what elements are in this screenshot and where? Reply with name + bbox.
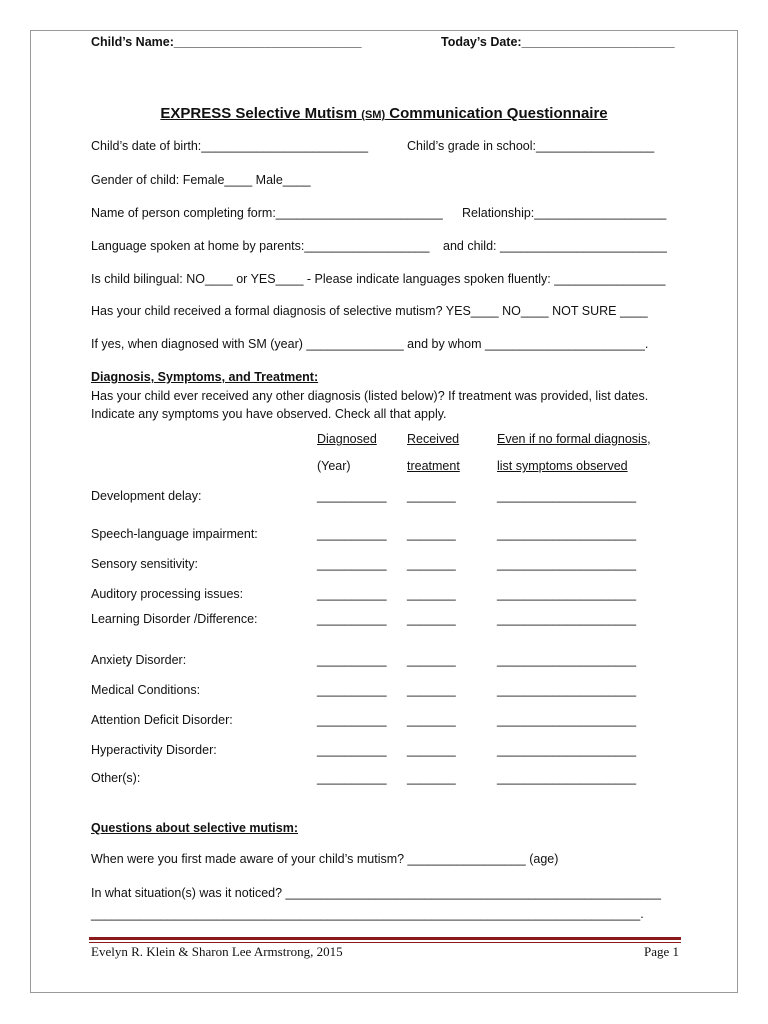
treatment-blank[interactable]: _______ xyxy=(407,612,456,626)
section-questions-heading: Questions about selective mutism: xyxy=(91,821,298,835)
person-field[interactable]: Name of person completing form:________________________ xyxy=(91,206,443,220)
diagnosed-year-blank[interactable]: __________ xyxy=(317,612,387,626)
todays-date-field[interactable]: Today’s Date:______________________ xyxy=(441,35,675,49)
diagnosis-field[interactable]: Has your child received a formal diagnosis of selective mutism? YES____ NO____ NOT SURE ____ xyxy=(91,304,648,318)
diagnosis-row-label: Speech-language impairment: xyxy=(91,527,258,541)
diagnosis-row-label: Medical Conditions: xyxy=(91,683,201,697)
dob-field[interactable]: Child’s date of birth:________________________ xyxy=(91,139,369,153)
symptoms-blank[interactable]: ____________________ xyxy=(497,713,637,727)
symptoms-blank[interactable]: ____________________ xyxy=(497,743,637,757)
title-part3: Communication Questionnaire xyxy=(385,105,608,122)
diagnosis-row-label: Auditory processing issues: xyxy=(91,587,244,601)
title-part2: (SM) xyxy=(361,109,386,121)
treatment-blank[interactable]: _______ xyxy=(407,713,456,727)
column-header-treatment: treatment xyxy=(407,459,460,473)
section-diagnosis-heading: Diagnosis, Symptoms, and Treatment: xyxy=(91,370,319,384)
treatment-blank[interactable]: _______ xyxy=(407,587,456,601)
relationship-field[interactable]: Relationship:___________________ xyxy=(462,206,667,220)
grade-field[interactable]: Child’s grade in school:_________________ xyxy=(407,139,655,153)
symptoms-blank[interactable]: ____________________ xyxy=(497,587,637,601)
title-part1: EXPRESS Selective Mutism xyxy=(160,105,362,122)
symptoms-blank[interactable]: ____________________ xyxy=(497,771,637,785)
diagnosis-row-label: Learning Disorder /Difference: xyxy=(91,612,258,626)
diagnosed-year-blank[interactable]: __________ xyxy=(317,713,387,727)
treatment-blank[interactable]: _______ xyxy=(407,489,456,503)
child-name-field[interactable]: Child’s Name:___________________________ xyxy=(91,35,362,49)
section-diagnosis-intro-1: Has your child ever received any other diagnosis (listed below)? If treatment was provided, list dates. xyxy=(91,389,649,403)
diagnosis-row-label: Sensory sensitivity: xyxy=(91,557,198,571)
diagnosed-year-blank[interactable]: __________ xyxy=(317,489,387,503)
diagnosed-year-blank[interactable]: __________ xyxy=(317,771,387,785)
footer-rule-thin xyxy=(89,942,681,943)
column-header-diagnosed: Diagnosed xyxy=(317,432,377,446)
column-header-year: (Year) xyxy=(317,459,351,473)
symptoms-blank[interactable]: ____________________ xyxy=(497,557,637,571)
diagnosed-year-blank[interactable]: __________ xyxy=(317,683,387,697)
footer-authors: Evelyn R. Klein & Sharon Lee Armstrong, 2015 xyxy=(91,944,343,959)
symptoms-blank[interactable]: ____________________ xyxy=(497,612,637,626)
treatment-blank[interactable]: _______ xyxy=(407,771,456,785)
page-title xyxy=(31,106,737,123)
diagnosed-year-blank[interactable]: __________ xyxy=(317,557,387,571)
column-header-symptoms-observed: list symptoms observed xyxy=(497,459,628,473)
diagnosis-row-label: Hyperactivity Disorder: xyxy=(91,743,217,757)
treatment-blank[interactable]: _______ xyxy=(407,683,456,697)
gender-field[interactable]: Gender of child: Female____ Male____ xyxy=(91,173,311,187)
diagnosis-row-label: Development delay: xyxy=(91,489,202,503)
treatment-blank[interactable]: _______ xyxy=(407,557,456,571)
diagnosed-when-field[interactable]: If yes, when diagnosed with SM (year) ______________ and by whom _______________________. xyxy=(91,337,649,351)
document-page xyxy=(30,30,738,993)
diagnosed-year-blank[interactable]: __________ xyxy=(317,527,387,541)
footer-page-number: Page 1 xyxy=(643,944,679,959)
treatment-blank[interactable]: _______ xyxy=(407,527,456,541)
diagnosis-row-label: Other(s): xyxy=(91,771,141,785)
symptoms-blank[interactable]: ____________________ xyxy=(497,683,637,697)
diagnosis-row-label: Attention Deficit Disorder: xyxy=(91,713,233,727)
diagnosed-year-blank[interactable]: __________ xyxy=(317,653,387,667)
bilingual-field[interactable]: Is child bilingual: NO____ or YES____ - Please indicate languages spoken fluently: ________________ xyxy=(91,272,666,286)
column-header-received: Received xyxy=(407,432,460,446)
symptoms-blank[interactable]: ____________________ xyxy=(497,527,637,541)
symptoms-blank[interactable]: ____________________ xyxy=(497,653,637,667)
diagnosed-year-blank[interactable]: __________ xyxy=(317,587,387,601)
footer-rule-thick xyxy=(89,937,681,940)
section-diagnosis-intro-2: Indicate any symptoms you have observed. Check all that apply. xyxy=(91,407,447,421)
question-situation[interactable]: In what situation(s) was it noticed? ______________________________________________________ xyxy=(91,886,661,900)
treatment-blank[interactable]: _______ xyxy=(407,743,456,757)
language-child-field[interactable]: and child: ________________________ xyxy=(443,239,667,253)
language-parents-field[interactable]: Language spoken at home by parents:__________________ xyxy=(91,239,430,253)
treatment-blank[interactable]: _______ xyxy=(407,653,456,667)
diagnosed-year-blank[interactable]: __________ xyxy=(317,743,387,757)
column-header-symptoms: Even if no formal diagnosis, xyxy=(497,432,651,446)
question-first-aware[interactable]: When were you first made aware of your child’s mutism? _________________ (age) xyxy=(91,852,559,866)
question-situation-line2[interactable]: _______________________________________________________________________________. xyxy=(91,907,644,921)
symptoms-blank[interactable]: ____________________ xyxy=(497,489,637,503)
diagnosis-row-label: Anxiety Disorder: xyxy=(91,653,187,667)
